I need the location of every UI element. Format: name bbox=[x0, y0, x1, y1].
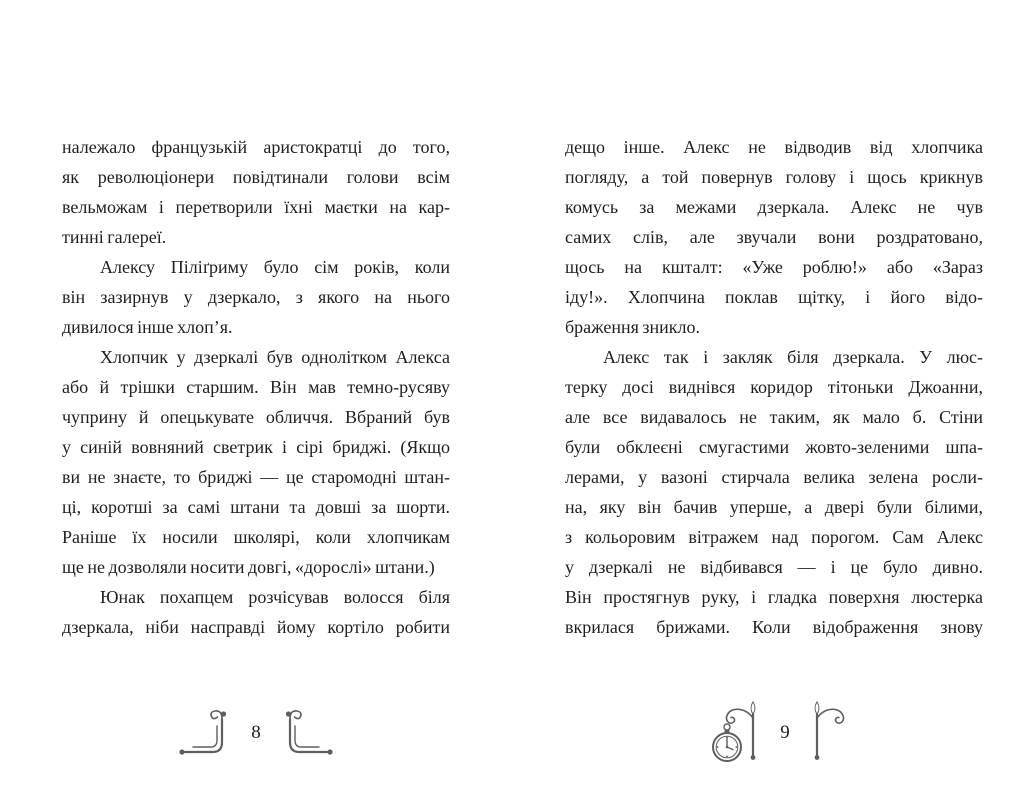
page-number-right: 9 bbox=[780, 721, 790, 743]
page-left-text bbox=[62, 132, 450, 642]
text-line: чуприну й опецькувате обличчя. Вбраний був bbox=[62, 407, 450, 427]
page-left bbox=[62, 0, 450, 788]
text-line: на, яку він бачив уперше, а двері були білими, bbox=[565, 497, 983, 517]
corner-flourish-left-icon bbox=[177, 706, 233, 758]
text-line: Хлопчик у дзеркалі був однолітком Алекса bbox=[100, 347, 450, 367]
page-right bbox=[565, 0, 983, 788]
text-line: ще не дозволяли носити довгі, «дорослі» штани.) bbox=[62, 557, 435, 577]
text-line: з кольоровим вітражем над порогом. Сам Алекс bbox=[565, 527, 983, 547]
text-line: терку досі виднівся коридор тітоньки Джоанни, bbox=[565, 377, 983, 397]
text-line: тинні галереї. bbox=[62, 227, 167, 247]
corner-flourish-right-icon bbox=[279, 706, 335, 758]
text-line: браження зникло. bbox=[565, 317, 700, 337]
text-line: ці, коротші за самі штани та довші за шорти. bbox=[62, 497, 450, 517]
page-left-footer bbox=[62, 698, 450, 766]
text-line: вельможам і перетворили їхні маєтки на кар- bbox=[62, 197, 450, 217]
text-line: були обклеєні смугастими жовто-зеленими шпа- bbox=[565, 437, 983, 457]
page-right-text bbox=[565, 132, 983, 642]
text-line: у синій вовняний светрик і сірі бриджі. (Якщо bbox=[62, 437, 450, 457]
text-line: як революціонери повідтинали голови всім bbox=[62, 167, 450, 187]
text-line: або й трішки старшим. Він мав темно-русяву bbox=[62, 377, 450, 397]
text-line: іду!». Хлопчина поклав щітку, і його відо- bbox=[565, 287, 983, 307]
text-line: дивилося інше хлоп’я. bbox=[62, 317, 233, 337]
text-line: самих слів, але звучали вони роздратовано, bbox=[565, 227, 983, 247]
text-line: дещо інше. Алекс не відводив від хлопчика bbox=[565, 137, 983, 157]
page-number-left: 8 bbox=[251, 721, 261, 743]
text-line: він зазирнув у дзеркало, з якого на нього bbox=[62, 287, 450, 307]
text-line: але все видавалось не таким, як мало б. Стіни bbox=[565, 407, 983, 427]
text-line: лерами, у вазоні стирчала велика зелена росли- bbox=[565, 467, 983, 487]
text-line: Раніше їх носили школярі, коли хлопчикам bbox=[62, 527, 450, 547]
text-line: Алексу Піліґриму було сім років, коли bbox=[100, 257, 450, 277]
text-line: ви не знаєте, то бриджі — це старомодні штан- bbox=[62, 467, 450, 487]
pocket-watch-icon bbox=[700, 699, 762, 765]
text-line: Алекс так і закляк біля дзеркала. У люс- bbox=[603, 347, 983, 367]
text-line: Юнак похапцем розчісував волосся біля bbox=[100, 587, 450, 607]
post-flourish-icon bbox=[808, 699, 848, 765]
text-line: Він простягнув руку, і гладка поверхня люстерка bbox=[565, 587, 983, 607]
text-line: комусь за межами дзеркала. Алекс не чув bbox=[565, 197, 983, 217]
text-line: належало французькій аристократці до того, bbox=[62, 137, 450, 157]
page-right-footer bbox=[565, 698, 983, 766]
text-line: дзеркала, ніби насправді йому кортіло робити bbox=[62, 617, 450, 637]
text-line: погляду, а той повернув голову і щось крикнув bbox=[565, 167, 983, 187]
text-line: вкрилася брижами. Коли відображення знову bbox=[565, 617, 983, 637]
text-line: щось на кшталт: «Уже роблю!» або «Зараз bbox=[565, 257, 983, 277]
text-line: у дзеркалі не відбивався — і це було дивно. bbox=[565, 557, 983, 577]
